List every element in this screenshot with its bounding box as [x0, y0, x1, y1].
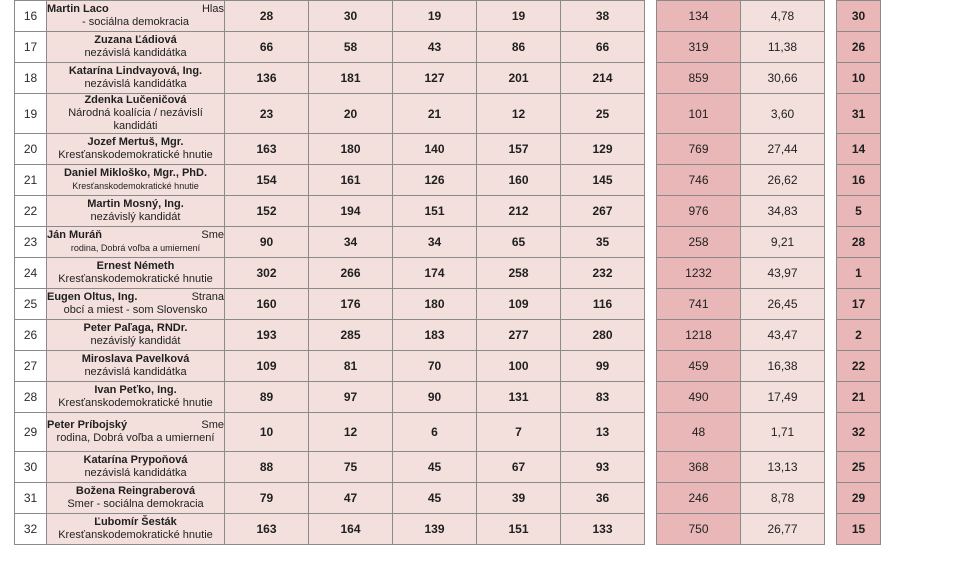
- candidate-party: nezávislá kandidátka: [84, 47, 187, 59]
- district-votes: 133: [561, 514, 645, 545]
- total-votes: 859: [657, 63, 741, 94]
- vote-percentage: 34,83: [741, 196, 825, 227]
- district-votes: 194: [309, 196, 393, 227]
- candidate-name-text: Ernest Németh: [96, 260, 175, 272]
- candidate-name-text: Eugen Oltus, Ing.: [47, 291, 138, 303]
- column-gap: [645, 63, 657, 94]
- vote-percentage: 1,71: [741, 413, 825, 452]
- district-votes: 67: [477, 452, 561, 483]
- district-votes: 164: [309, 514, 393, 545]
- district-votes: 47: [309, 483, 393, 514]
- district-votes: 30: [309, 1, 393, 32]
- district-votes: 181: [309, 63, 393, 94]
- district-votes: 163: [225, 514, 309, 545]
- vote-percentage: 43,97: [741, 258, 825, 289]
- district-votes: 277: [477, 320, 561, 351]
- rank: 32: [837, 413, 881, 452]
- district-votes: 116: [561, 289, 645, 320]
- rank: 29: [837, 483, 881, 514]
- row-number: 22: [15, 196, 47, 227]
- table-row: [15, 165, 881, 196]
- district-votes: 136: [225, 63, 309, 94]
- candidate-cell: [47, 514, 225, 545]
- candidate-cell: [47, 227, 225, 258]
- column-gap: [645, 196, 657, 227]
- total-votes: 741: [657, 289, 741, 320]
- district-votes: 126: [393, 165, 477, 196]
- row-number: 31: [15, 483, 47, 514]
- district-votes: 89: [225, 382, 309, 413]
- district-votes: 93: [561, 452, 645, 483]
- candidate-party: Kresťanskodemokratické hnutie: [72, 181, 199, 191]
- district-votes: 21: [393, 94, 477, 134]
- district-votes: 39: [477, 483, 561, 514]
- table-row: [15, 1, 881, 32]
- row-number: 27: [15, 351, 47, 382]
- candidate-name: [47, 198, 224, 211]
- district-votes: 145: [561, 165, 645, 196]
- candidate-name: [47, 419, 224, 432]
- candidate-name-text: Božena Reingraberová: [75, 485, 196, 497]
- rank: 2: [837, 320, 881, 351]
- total-votes: 746: [657, 165, 741, 196]
- rank: 17: [837, 289, 881, 320]
- row-number: 17: [15, 32, 47, 63]
- candidate-cell: [47, 351, 225, 382]
- column-gap: [825, 227, 837, 258]
- total-votes: 1218: [657, 320, 741, 351]
- total-votes: 976: [657, 196, 741, 227]
- column-gap: [645, 258, 657, 289]
- rank: 26: [837, 32, 881, 63]
- table-row: [15, 514, 881, 545]
- vote-percentage: 4,78: [741, 1, 825, 32]
- rank: 16: [837, 165, 881, 196]
- candidate-party: - sociálna demokracia: [82, 16, 189, 28]
- total-votes: 769: [657, 134, 741, 165]
- district-votes: 212: [477, 196, 561, 227]
- candidate-party: rodina, Dobrá voľba a umiernení: [70, 243, 201, 253]
- district-votes: 109: [225, 351, 309, 382]
- table-row: [15, 32, 881, 63]
- column-gap: [825, 514, 837, 545]
- column-gap: [645, 134, 657, 165]
- candidate-name-text: Katarína Lindvayová, Ing.: [68, 65, 203, 77]
- results-table-body: [15, 1, 881, 545]
- candidate-cell: [47, 63, 225, 94]
- total-votes: 750: [657, 514, 741, 545]
- candidate-name-text: Peter Príbojský: [47, 419, 128, 431]
- rank: 30: [837, 1, 881, 32]
- candidate-name: [47, 167, 224, 180]
- district-votes: 161: [309, 165, 393, 196]
- row-number: 28: [15, 382, 47, 413]
- total-votes: 319: [657, 32, 741, 63]
- table-row: [15, 351, 881, 382]
- row-number: 32: [15, 514, 47, 545]
- district-votes: 180: [309, 134, 393, 165]
- district-votes: 157: [477, 134, 561, 165]
- rank: 21: [837, 382, 881, 413]
- candidate-name: [47, 516, 224, 529]
- candidate-cell: [47, 32, 225, 63]
- district-votes: 38: [561, 1, 645, 32]
- district-votes: 131: [477, 382, 561, 413]
- district-votes: 180: [393, 289, 477, 320]
- column-gap: [645, 320, 657, 351]
- candidate-party: rodina, Dobrá voľba a umiernení: [56, 432, 215, 444]
- vote-percentage: 8,78: [741, 483, 825, 514]
- district-votes: 201: [477, 63, 561, 94]
- candidate-name-text: Zdenka Lučeničová: [84, 94, 187, 106]
- candidate-name-text: Miroslava Pavelková: [81, 353, 190, 365]
- candidate-name: [47, 291, 224, 304]
- party-name-start: Hlas: [201, 3, 224, 15]
- district-votes: 109: [477, 289, 561, 320]
- district-votes: 154: [225, 165, 309, 196]
- table-row: [15, 227, 881, 258]
- district-votes: 81: [309, 351, 393, 382]
- district-votes: 193: [225, 320, 309, 351]
- table-row: [15, 134, 881, 165]
- party-name-start: Strana: [191, 291, 224, 303]
- candidate-cell: [47, 134, 225, 165]
- candidate-cell: [47, 196, 225, 227]
- district-votes: 100: [477, 351, 561, 382]
- candidate-name: [47, 34, 224, 47]
- candidate-cell: [47, 382, 225, 413]
- table-row: [15, 382, 881, 413]
- column-gap: [825, 351, 837, 382]
- vote-percentage: 3,60: [741, 94, 825, 134]
- candidate-cell: [47, 320, 225, 351]
- table-row: [15, 413, 881, 452]
- district-votes: 58: [309, 32, 393, 63]
- table-row: [15, 196, 881, 227]
- district-votes: 45: [393, 452, 477, 483]
- district-votes: 90: [393, 382, 477, 413]
- district-votes: 267: [561, 196, 645, 227]
- district-votes: 163: [225, 134, 309, 165]
- candidate-party: Národná koalícia / nezávislí kandidáti: [68, 107, 203, 132]
- column-gap: [825, 32, 837, 63]
- candidate-party: nezávislý kandidát: [90, 335, 181, 347]
- rank: 22: [837, 351, 881, 382]
- district-votes: 36: [561, 483, 645, 514]
- district-votes: 20: [309, 94, 393, 134]
- district-votes: 66: [561, 32, 645, 63]
- district-votes: 258: [477, 258, 561, 289]
- district-votes: 6: [393, 413, 477, 452]
- row-number: 24: [15, 258, 47, 289]
- column-gap: [645, 1, 657, 32]
- results-table-wrapper: [14, 0, 881, 545]
- district-votes: 151: [477, 514, 561, 545]
- column-gap: [825, 258, 837, 289]
- column-gap: [645, 514, 657, 545]
- column-gap: [645, 94, 657, 134]
- rank: 28: [837, 227, 881, 258]
- candidate-name-text: Martin Mosný, Ing.: [87, 198, 184, 210]
- candidate-name: [47, 322, 224, 335]
- district-votes: 86: [477, 32, 561, 63]
- column-gap: [825, 94, 837, 134]
- column-gap: [825, 413, 837, 452]
- election-results-table: [14, 0, 881, 545]
- vote-percentage: 26,77: [741, 514, 825, 545]
- total-votes: 459: [657, 351, 741, 382]
- column-gap: [825, 196, 837, 227]
- column-gap: [645, 227, 657, 258]
- column-gap: [825, 382, 837, 413]
- row-number: 19: [15, 94, 47, 134]
- candidate-name-text: Ján Muráň: [47, 229, 103, 241]
- district-votes: 140: [393, 134, 477, 165]
- candidate-name-text: Ivan Peťko, Ing.: [94, 384, 177, 396]
- vote-percentage: 26,62: [741, 165, 825, 196]
- table-row: [15, 320, 881, 351]
- row-number: 18: [15, 63, 47, 94]
- candidate-name-text: Peter Paľaga, RNDr.: [83, 322, 188, 334]
- total-votes: 134: [657, 1, 741, 32]
- candidate-party: Kresťanskodemokratické hnutie: [58, 149, 213, 161]
- district-votes: 83: [561, 382, 645, 413]
- row-number: 29: [15, 413, 47, 452]
- party-name-start: Sme: [201, 229, 224, 241]
- candidate-party: nezávislá kandidátka: [84, 366, 187, 378]
- candidate-cell: [47, 165, 225, 196]
- column-gap: [645, 351, 657, 382]
- district-votes: 7: [477, 413, 561, 452]
- total-votes: 1232: [657, 258, 741, 289]
- candidate-name: [47, 229, 224, 242]
- column-gap: [825, 63, 837, 94]
- candidate-name: [47, 454, 224, 467]
- district-votes: 266: [309, 258, 393, 289]
- column-gap: [645, 382, 657, 413]
- rank: 14: [837, 134, 881, 165]
- district-votes: 19: [393, 1, 477, 32]
- candidate-cell: [47, 289, 225, 320]
- district-votes: 34: [393, 227, 477, 258]
- row-number: 30: [15, 452, 47, 483]
- candidate-party: Smer - sociálna demokracia: [67, 498, 204, 510]
- district-votes: 35: [561, 227, 645, 258]
- candidate-cell: [47, 452, 225, 483]
- district-votes: 174: [393, 258, 477, 289]
- vote-percentage: 16,38: [741, 351, 825, 382]
- row-number: 23: [15, 227, 47, 258]
- district-votes: 280: [561, 320, 645, 351]
- column-gap: [825, 320, 837, 351]
- vote-percentage: 27,44: [741, 134, 825, 165]
- district-votes: 66: [225, 32, 309, 63]
- district-votes: 176: [309, 289, 393, 320]
- district-votes: 90: [225, 227, 309, 258]
- column-gap: [645, 483, 657, 514]
- candidate-name: [47, 485, 224, 498]
- total-votes: 368: [657, 452, 741, 483]
- district-votes: 75: [309, 452, 393, 483]
- candidate-name: [47, 353, 224, 366]
- candidate-name: [47, 3, 224, 16]
- column-gap: [825, 483, 837, 514]
- candidate-name: [47, 136, 224, 149]
- rank: 31: [837, 94, 881, 134]
- table-row: [15, 452, 881, 483]
- district-votes: 45: [393, 483, 477, 514]
- table-row: [15, 289, 881, 320]
- column-gap: [825, 134, 837, 165]
- candidate-cell: [47, 413, 225, 452]
- row-number: 26: [15, 320, 47, 351]
- candidate-name-text: Daniel Mikloško, Mgr., PhD.: [63, 167, 208, 179]
- district-votes: 232: [561, 258, 645, 289]
- district-votes: 139: [393, 514, 477, 545]
- row-number: 16: [15, 1, 47, 32]
- rank: 25: [837, 452, 881, 483]
- candidate-name-text: Martin Laco: [47, 3, 109, 15]
- total-votes: 48: [657, 413, 741, 452]
- district-votes: 183: [393, 320, 477, 351]
- district-votes: 19: [477, 1, 561, 32]
- district-votes: 13: [561, 413, 645, 452]
- district-votes: 160: [477, 165, 561, 196]
- candidate-party: Kresťanskodemokratické hnutie: [58, 397, 213, 409]
- vote-percentage: 26,45: [741, 289, 825, 320]
- district-votes: 28: [225, 1, 309, 32]
- candidate-name-text: Zuzana Ľádiová: [94, 34, 177, 46]
- vote-percentage: 13,13: [741, 452, 825, 483]
- column-gap: [825, 289, 837, 320]
- rank: 5: [837, 196, 881, 227]
- vote-percentage: 43,47: [741, 320, 825, 351]
- district-votes: 79: [225, 483, 309, 514]
- district-votes: 88: [225, 452, 309, 483]
- column-gap: [645, 165, 657, 196]
- row-number: 20: [15, 134, 47, 165]
- district-votes: 97: [309, 382, 393, 413]
- district-votes: 43: [393, 32, 477, 63]
- district-votes: 12: [477, 94, 561, 134]
- table-row: [15, 94, 881, 134]
- candidate-cell: [47, 258, 225, 289]
- district-votes: 65: [477, 227, 561, 258]
- column-gap: [825, 452, 837, 483]
- district-votes: 152: [225, 196, 309, 227]
- district-votes: 99: [561, 351, 645, 382]
- district-votes: 151: [393, 196, 477, 227]
- column-gap: [645, 452, 657, 483]
- candidate-name: [47, 260, 224, 273]
- district-votes: 302: [225, 258, 309, 289]
- district-votes: 12: [309, 413, 393, 452]
- district-votes: 34: [309, 227, 393, 258]
- candidate-party: obcí a miest - som Slovensko: [63, 304, 208, 316]
- total-votes: 490: [657, 382, 741, 413]
- candidate-cell: [47, 1, 225, 32]
- candidate-party: nezávislá kandidátka: [84, 467, 187, 479]
- district-votes: 25: [561, 94, 645, 134]
- candidate-party: Kresťanskodemokratické hnutie: [58, 273, 213, 285]
- candidate-name-text: Katarína Prypoňová: [83, 454, 188, 466]
- district-votes: 70: [393, 351, 477, 382]
- total-votes: 101: [657, 94, 741, 134]
- column-gap: [645, 413, 657, 452]
- candidate-name: [47, 65, 224, 78]
- vote-percentage: 11,38: [741, 32, 825, 63]
- table-row: [15, 258, 881, 289]
- candidate-party: nezávislý kandidát: [90, 211, 181, 223]
- column-gap: [645, 32, 657, 63]
- candidate-name: [47, 94, 224, 107]
- candidate-name-text: Jozef Mertuš, Mgr.: [87, 136, 184, 148]
- table-row: [15, 63, 881, 94]
- party-name-start: Sme: [201, 419, 224, 431]
- rank: 1: [837, 258, 881, 289]
- candidate-name: [47, 384, 224, 397]
- candidate-party: nezávislá kandidátka: [84, 78, 187, 90]
- column-gap: [825, 165, 837, 196]
- vote-percentage: 30,66: [741, 63, 825, 94]
- total-votes: 258: [657, 227, 741, 258]
- rank: 15: [837, 514, 881, 545]
- table-row: [15, 483, 881, 514]
- district-votes: 160: [225, 289, 309, 320]
- district-votes: 10: [225, 413, 309, 452]
- rank: 10: [837, 63, 881, 94]
- row-number: 25: [15, 289, 47, 320]
- vote-percentage: 9,21: [741, 227, 825, 258]
- column-gap: [645, 289, 657, 320]
- candidate-cell: [47, 483, 225, 514]
- district-votes: 23: [225, 94, 309, 134]
- district-votes: 129: [561, 134, 645, 165]
- candidate-party: Kresťanskodemokratické hnutie: [58, 529, 213, 541]
- vote-percentage: 17,49: [741, 382, 825, 413]
- district-votes: 285: [309, 320, 393, 351]
- column-gap: [825, 1, 837, 32]
- candidate-cell: [47, 94, 225, 134]
- total-votes: 246: [657, 483, 741, 514]
- candidate-name-text: Ľubomír Šesták: [94, 516, 177, 528]
- district-votes: 127: [393, 63, 477, 94]
- district-votes: 214: [561, 63, 645, 94]
- row-number: 21: [15, 165, 47, 196]
